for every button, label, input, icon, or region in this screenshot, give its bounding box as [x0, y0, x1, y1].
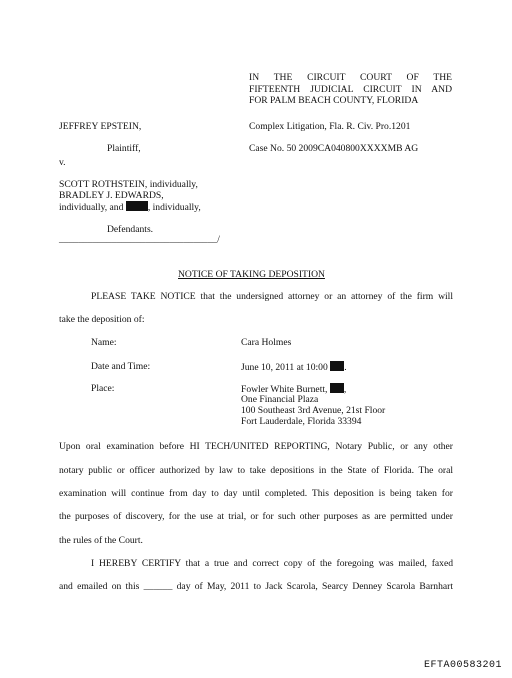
intro-line-2: take the deposition of: [59, 314, 145, 325]
defendant-line-3-b: , individually, [147, 202, 201, 213]
certify-line-1: I HEREBY CERTIFY that a true and correct copy of the foregoing was mailed, faxed [91, 558, 453, 569]
certify-line-2: and emailed on this ______ day of May, 2011 to Jack Scarola, Searcy Denney Scarola Barnhart [59, 581, 453, 592]
plaintiff-name: JEFFREY EPSTEIN, [59, 121, 142, 132]
body-line-3: examination will continue from day to day until completed. This deposition is being taken for [59, 488, 453, 499]
notice-title: NOTICE OF TAKING DEPOSITION [178, 269, 325, 280]
defendant-line-3 [59, 201, 201, 214]
place-line-1-suffix: , [343, 384, 347, 395]
place-line-1-text: Fowler White Burnett, [241, 384, 328, 395]
court-heading [249, 72, 452, 107]
place-line-4: Fort Lauderdale, Florida 33394 [241, 416, 362, 427]
court-line-2: FIFTEENTH JUDICIAL CIRCUIT IN AND [249, 83, 452, 95]
defendants-role: Defendants. [107, 224, 154, 235]
case-number: Case No. 50 2009CA040800XXXXMB AG [249, 143, 419, 154]
defendant-line-3-a: individually, and [59, 202, 124, 213]
intro-line-1: PLEASE TAKE NOTICE that the undersigned attorney or an attorney of the firm will [91, 291, 453, 302]
name-value: Cara Holmes [241, 337, 292, 348]
defendant-line-1: SCOTT ROTHSTEIN, individually, [59, 179, 198, 190]
body-line-1: Upon oral examination before HI TECH/UNITED REPORTING, Notary Public, or any other [59, 441, 453, 452]
court-line-1: IN THE CIRCUIT COURT OF THE [249, 72, 452, 83]
court-line-3: FOR PALM BEACH COUNTY, FLORIDA [249, 95, 419, 106]
body-line-2: notary public or officer authorized by law to take depositions in the State of Florida. The oral [59, 465, 453, 476]
bates-number: EFTA00583201 [424, 660, 503, 671]
defendant-line-2: BRADLEY J. EDWARDS, [59, 190, 164, 201]
redaction-box [330, 361, 347, 373]
date-suffix: . [344, 362, 347, 373]
place-label: Place: [91, 383, 115, 394]
complex-litigation: Complex Litigation, Fla. R. Civ. Pro.1201 [249, 121, 411, 132]
redaction-box [126, 201, 148, 211]
name-label: Name: [91, 337, 117, 348]
caption-signature-line: _________________________________/ [59, 234, 220, 245]
date-label: Date and Time: [91, 361, 151, 372]
place-line-3: 100 Southeast 3rd Avenue, 21st Floor [241, 405, 386, 416]
plaintiff-role: Plaintiff, [107, 143, 141, 154]
place-line-2: One Financial Plaza [241, 394, 319, 405]
date-value [241, 361, 347, 374]
redaction-box [330, 383, 347, 395]
body-line-4: the purposes of discovery, for the use at trial, or for such other purposes as are permitted under [59, 511, 453, 522]
date-value-text: June 10, 2011 at 10:00 [241, 362, 328, 373]
versus: v. [59, 157, 66, 168]
body-line-5: the rules of the Court. [59, 535, 143, 546]
